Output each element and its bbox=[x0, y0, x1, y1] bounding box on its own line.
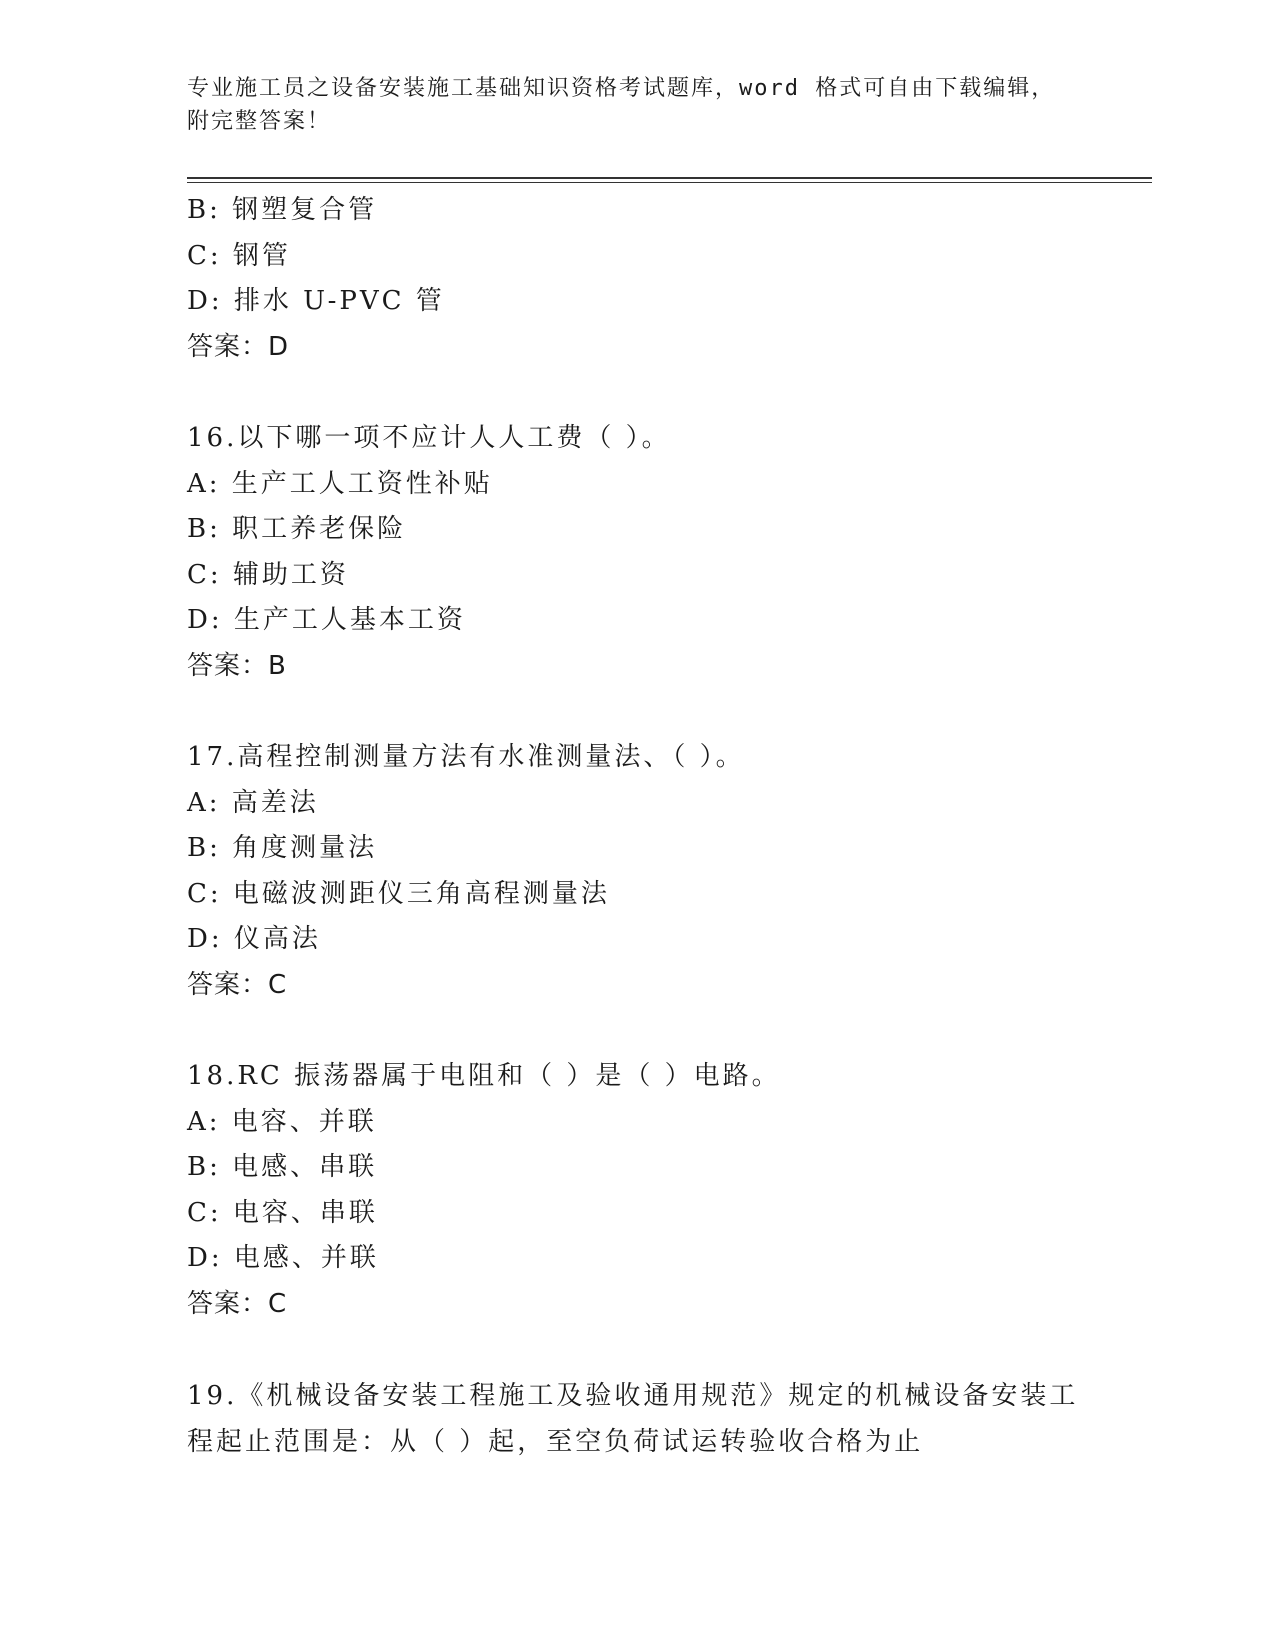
question-block-15 bbox=[187, 188, 1152, 370]
option-d: D: 排水 U-PVC 管 bbox=[187, 286, 445, 316]
answer: 答案：C bbox=[187, 1288, 288, 1319]
option-b: B: 角度测量法 bbox=[187, 833, 378, 863]
question-text: 16.以下哪一项不应计人人工费（ ）。 bbox=[187, 423, 671, 453]
option-d: D: 生产工人基本工资 bbox=[187, 605, 466, 635]
answer: 答案：C bbox=[187, 969, 288, 1000]
option-c: C: 钢管 bbox=[187, 240, 291, 271]
option-b: B: 职工养老保险 bbox=[187, 514, 407, 544]
header-line-2: 附完整答案！ bbox=[187, 109, 332, 134]
option-a: A: 高差法 bbox=[187, 787, 319, 818]
option-c: C: 电磁波测距仪三角高程测量法 bbox=[187, 878, 610, 909]
answer: 答案：B bbox=[187, 650, 287, 681]
question-block-17 bbox=[187, 735, 1152, 1008]
question-text: 18.RC 振荡器属于电阻和（ ）是（ ）电路。 bbox=[187, 1061, 781, 1091]
document-header bbox=[187, 72, 1087, 138]
option-d: D: 仪高法 bbox=[187, 924, 321, 954]
header-divider-thick bbox=[187, 177, 1152, 179]
option-c: C: 辅助工资 bbox=[187, 559, 349, 590]
option-a: A: 生产工人工资性补贴 bbox=[187, 468, 493, 499]
question-text: 17.高程控制测量方法有水准测量法、（ ）。 bbox=[187, 742, 745, 772]
header-divider-thin bbox=[187, 182, 1152, 183]
option-b: B: 钢塑复合管 bbox=[187, 195, 378, 225]
option-b: B: 电感、串联 bbox=[187, 1152, 378, 1182]
option-a: A: 电容、并联 bbox=[187, 1106, 377, 1137]
question-block-16 bbox=[187, 416, 1152, 689]
question-text-line-1: 19.《机械设备安装工程施工及验收通用规范》规定的机械设备安装工 bbox=[187, 1381, 1079, 1411]
option-c: C: 电容、串联 bbox=[187, 1197, 378, 1228]
question-text-line-2: 程起止范围是：从（ ）起，至空负荷试运转验收合格为止 bbox=[187, 1427, 924, 1457]
question-block-18 bbox=[187, 1054, 1152, 1327]
question-block-19 bbox=[187, 1373, 1087, 1465]
option-d: D: 电感、并联 bbox=[187, 1243, 379, 1273]
header-line-1: 专业施工员之设备安装施工基础知识资格考试题库，word 格式可自由下载编辑， bbox=[187, 76, 1056, 101]
answer: 答案：D bbox=[187, 331, 290, 362]
question-list bbox=[187, 188, 1152, 1465]
